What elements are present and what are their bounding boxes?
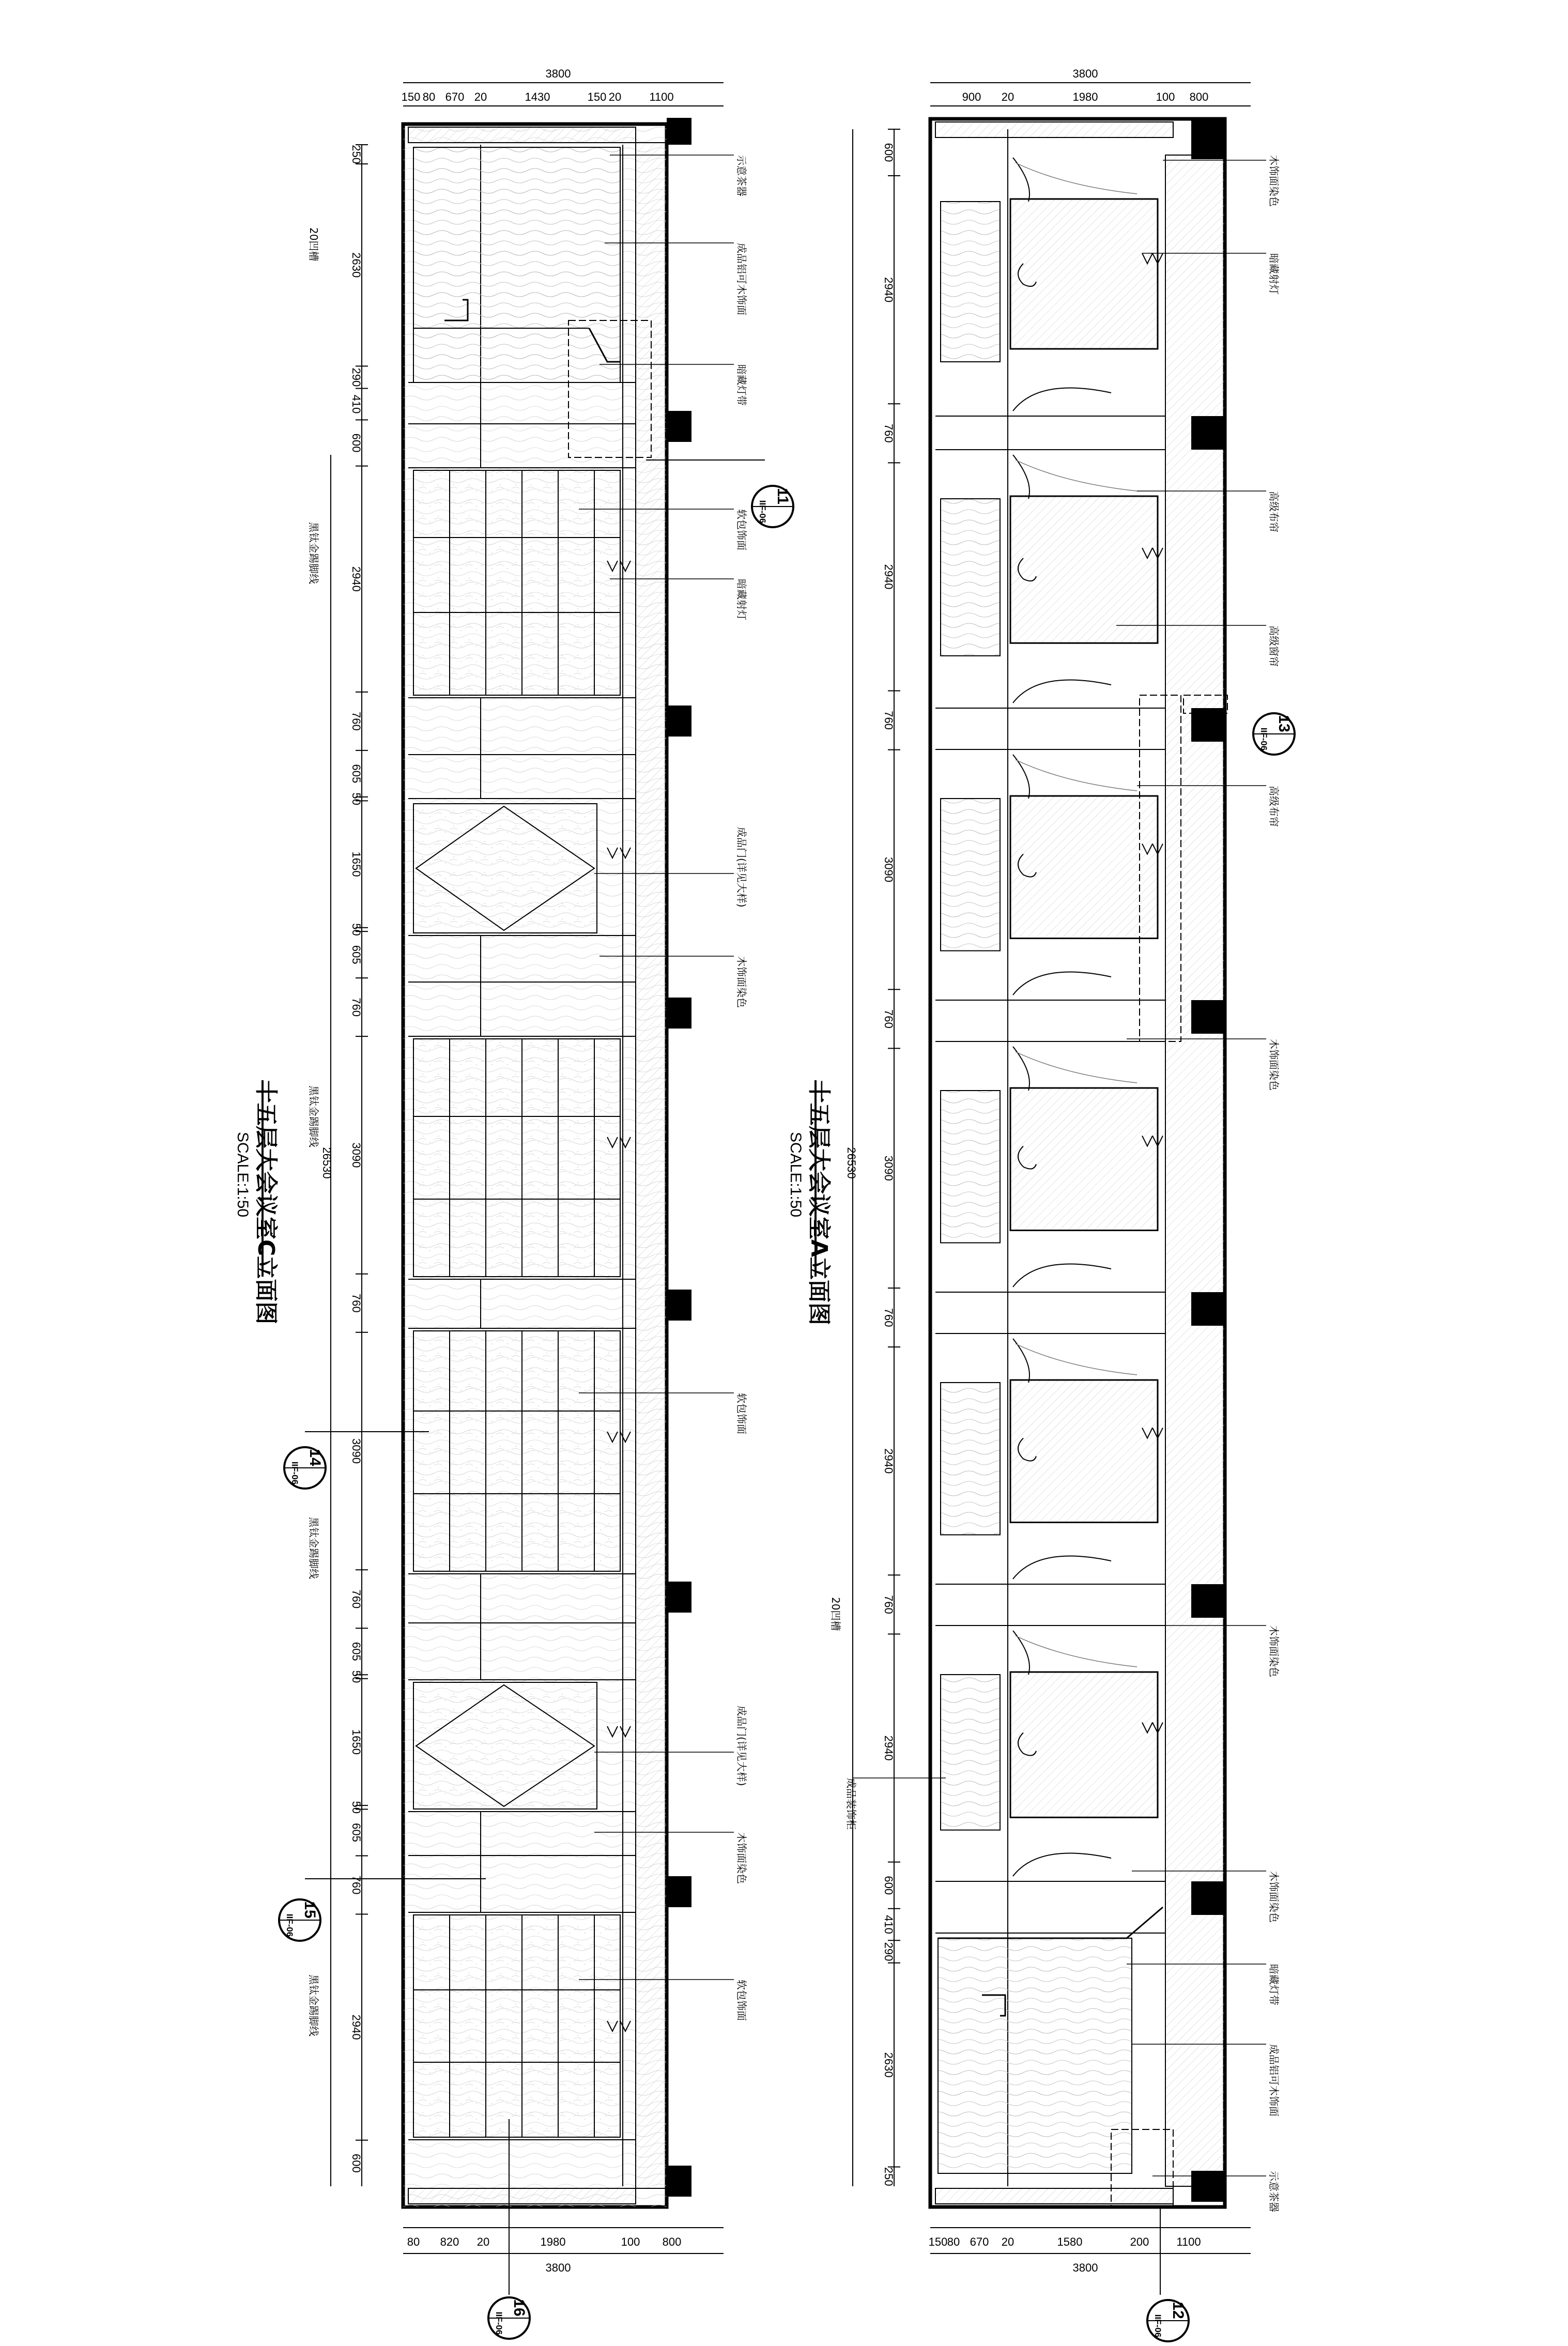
window-glass — [1010, 496, 1158, 643]
bottom-dim: 1580 — [1057, 2235, 1083, 2248]
elevation-a — [787, 67, 1295, 2341]
door-2 — [413, 1682, 597, 1809]
bottom-dim: 1100 — [1176, 2235, 1201, 2248]
svg-text:14: 14 — [306, 1449, 324, 1466]
svg-text:IIF-06: IIF-06 — [1153, 2314, 1163, 2338]
svg-text:IIF-06: IIF-06 — [290, 1461, 300, 1485]
material-label: 成品门(详见大样) — [735, 1706, 748, 1786]
bottom-dim: 200 — [1130, 2235, 1149, 2248]
side-dim: 605 — [350, 1642, 363, 1661]
bottom-dim: 20 — [1001, 2235, 1014, 2248]
wall-panel — [941, 202, 1000, 362]
window-glass — [1010, 1380, 1158, 1523]
side-dim: 760 — [350, 998, 363, 1017]
bottom-dim: 20 — [476, 2235, 490, 2248]
side-dim: 1650 — [350, 1729, 363, 1755]
svg-text:11: 11 — [774, 488, 791, 504]
svg-text:13: 13 — [1275, 715, 1293, 732]
bottom-total-dim: 3800 — [1072, 2261, 1098, 2274]
material-label: 木饰面染色 — [1268, 1871, 1280, 1923]
bottom-dim: 820 — [440, 2235, 459, 2248]
bottom-dim: 670 — [970, 2235, 989, 2248]
soft-panel-grid-1 — [413, 470, 620, 695]
side-dim: 3090 — [350, 1438, 363, 1464]
top-dim: 80 — [422, 90, 436, 103]
svg-text:IIF-06: IIF-06 — [285, 1913, 295, 1937]
side-dim: 600 — [350, 433, 363, 453]
drawing-title: 十五层大会议室A立面图 — [806, 1080, 832, 1326]
side-dim: 410 — [350, 394, 363, 414]
top-total-dim: 3800 — [545, 67, 571, 80]
side-dim: 290 — [350, 367, 363, 387]
side-dim: 760 — [882, 1009, 895, 1029]
top-dim: 900 — [962, 90, 981, 103]
top-dim: 1100 — [649, 90, 674, 103]
side-dim: 50 — [350, 1801, 363, 1814]
left-label: 黑钛金踢脚线 — [308, 522, 320, 584]
material-label: 木饰面染色 — [1268, 155, 1280, 207]
material-label: 木饰面染色 — [735, 1832, 748, 1884]
side-dim: 760 — [882, 423, 895, 443]
side-dim: 50 — [350, 1670, 363, 1683]
bottom-dim: 80 — [407, 2235, 420, 2248]
top-total-dim: 3800 — [1072, 67, 1098, 80]
bottom-dim: 100 — [621, 2235, 640, 2248]
material-label: 高级窗帘 — [1268, 625, 1280, 667]
side-dim: 3090 — [882, 856, 895, 882]
side-dim: 2940 — [882, 1448, 895, 1474]
material-label: 木饰面染色 — [1268, 1626, 1280, 1677]
svg-text:12: 12 — [1170, 2302, 1187, 2319]
soft-panel-grid-4 — [413, 1915, 620, 2137]
wall-panel — [941, 1675, 1000, 1830]
side-dim: 760 — [350, 1589, 363, 1609]
material-label: 成品门(详见大样) — [735, 827, 748, 908]
top-dim: 20 — [608, 90, 622, 103]
section-tag-13 — [1253, 713, 1295, 755]
material-label: 软包饰面 — [735, 1980, 748, 2021]
window-glass — [1010, 1672, 1158, 1817]
wall-panel — [941, 1383, 1000, 1535]
door-1 — [413, 804, 597, 933]
side-dim: 760 — [882, 1308, 895, 1327]
side-dim: 2630 — [882, 2052, 895, 2078]
svg-text:15: 15 — [301, 1901, 318, 1919]
wall-panel — [941, 799, 1000, 951]
top-dim: 150 — [401, 90, 421, 103]
bottom-dim: 80 — [947, 2235, 960, 2248]
top-dim: 20 — [1001, 90, 1014, 103]
material-label: 高级布帘 — [1268, 491, 1280, 532]
window-glass — [1010, 796, 1158, 939]
side-dim: 250 — [350, 145, 363, 164]
side-dim: 2940 — [350, 566, 363, 592]
overall-dim: 26530 — [320, 1147, 333, 1179]
drawing-scale: SCALE:1:50 — [234, 1132, 251, 1218]
left-label: 黑钛金踢脚线 — [308, 1517, 320, 1579]
bottom-total-dim: 3800 — [545, 2261, 571, 2274]
drawing-scale: SCALE:1:50 — [787, 1132, 804, 1218]
material-label: 示意茶器 — [735, 155, 748, 196]
side-dim: 290 — [882, 1942, 895, 1961]
side-dim: 605 — [350, 1823, 363, 1842]
side-dim: 410 — [882, 1915, 895, 1934]
top-dim: 20 — [474, 90, 487, 103]
bottom-dim: 800 — [662, 2235, 682, 2248]
material-label: 木饰面染色 — [1268, 1039, 1280, 1091]
wall-panel — [941, 499, 1000, 656]
left-label: 成品装饰柜 — [845, 1778, 857, 1830]
side-dim: 760 — [350, 1875, 363, 1895]
material-label: 木饰面染色 — [735, 956, 748, 1008]
top-dim: 100 — [1156, 90, 1175, 103]
bottom-dim: 1980 — [540, 2235, 566, 2248]
side-dim: 760 — [350, 1293, 363, 1313]
wall-panel — [941, 1091, 1000, 1243]
window-glass — [1010, 199, 1158, 349]
material-label: 高级布帘 — [1268, 786, 1280, 827]
svg-text:IIF-06: IIF-06 — [758, 500, 767, 524]
material-label: 暗藏灯带 — [735, 364, 748, 406]
side-dim: 1650 — [350, 851, 363, 877]
material-label: 成品铝可木饰面 — [1268, 2044, 1280, 2117]
side-dim: 2630 — [350, 252, 363, 278]
svg-text:IIF-06: IIF-06 — [1259, 727, 1269, 751]
side-dim: 250 — [882, 2167, 895, 2186]
side-dim: 600 — [882, 1876, 895, 1895]
material-label: 暗藏射灯 — [1268, 253, 1280, 295]
side-dim: 600 — [350, 2154, 363, 2173]
overall-dim: 26530 — [845, 1147, 858, 1179]
side-dim: 2940 — [882, 564, 895, 590]
side-dim: 3090 — [350, 1142, 363, 1168]
side-dim: 50 — [350, 923, 363, 936]
top-dim: 1430 — [525, 90, 550, 103]
side-dim: 760 — [882, 711, 895, 730]
window-glass — [1010, 1088, 1158, 1231]
drawing-title: 十五层大会议室C立面图 — [253, 1080, 279, 1325]
side-dim: 760 — [882, 1595, 895, 1614]
soft-panel-grid-3 — [413, 1331, 620, 1571]
side-dim: 2940 — [882, 1735, 895, 1761]
soft-panel-grid-2 — [413, 1039, 620, 1277]
material-label: 软包饰面 — [735, 509, 748, 550]
left-label: 20凹槽 — [829, 1597, 842, 1631]
side-dim: 50 — [350, 792, 363, 805]
material-label: 暗藏射灯 — [735, 579, 748, 620]
side-dim: 605 — [350, 945, 363, 964]
material-label: 示意茶器 — [1268, 2171, 1280, 2212]
left-label: 黑钛金踢脚线 — [308, 1974, 320, 2036]
svg-text:IIF-06: IIF-06 — [494, 2311, 504, 2335]
svg-text:16: 16 — [511, 2299, 528, 2317]
side-dim: 2940 — [350, 2014, 363, 2040]
elevation-c — [234, 67, 793, 2339]
left-label: 黑钛金踢脚线 — [308, 1085, 320, 1147]
top-dim: 800 — [1189, 90, 1209, 103]
side-dim: 3090 — [882, 1155, 895, 1181]
side-dim: 760 — [350, 712, 363, 731]
top-dim: 1980 — [1072, 90, 1098, 103]
side-dim: 2940 — [882, 277, 895, 303]
top-dim: 670 — [445, 90, 465, 103]
material-label: 成品铝可木饰面 — [735, 243, 748, 315]
material-label: 暗藏灯带 — [1268, 1964, 1280, 2005]
material-label: 软包饰面 — [735, 1393, 748, 1434]
left-label: 20凹槽 — [308, 227, 320, 262]
side-dim: 605 — [350, 764, 363, 784]
top-dim: 150 — [587, 90, 607, 103]
bottom-dim: 150 — [928, 2235, 948, 2248]
side-dim: 600 — [882, 143, 895, 162]
